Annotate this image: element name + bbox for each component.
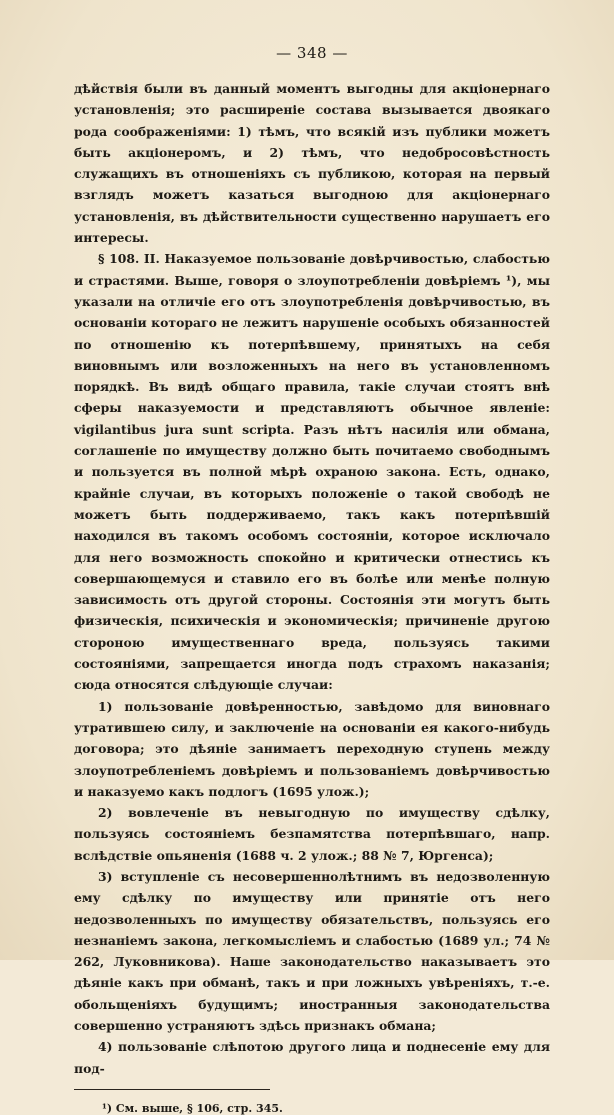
paragraph: § 108. II. Наказуемое пользованіе довѣрчивостью, слабостью и страстями. Выше, говоря о злоупотребленіи довѣріемъ ¹), мы указали на отличіе его отъ злоупотребленія довѣрчивостью, въ основаніи котораго не лежитъ нарушеніе особыхъ обязанностей по отношенію къ потерпѣвшему, принятыхъ на себя виновнымъ или возложенныхъ на него въ установленномъ порядкѣ. Въ видѣ общаго правила, такіе случаи стоятъ внѣ сферы наказуемости и представляютъ обычное явленіе: vigilantibus jura sunt scripta. Разъ нѣтъ насилія или обмана, соглашеніе по имуществу должно быть почитаемо свободнымъ и пользуется въ полной мѣрѣ охраною закона. Есть, однако, крайніе случаи, въ которыхъ положеніе о такой свободѣ не можетъ быть поддерживаемо, такъ какъ потерпѣвшій находился въ такомъ особомъ состояніи, которое исключало для него возможность спокойно и критически отнестись къ совершающемуся и ставило его въ болѣе или менѣе полную зависимость отъ другой стороны. Состоянія эти могутъ быть физическія, психическія и экономическія; причиненіе другою стороною имущественнаго вреда, пользуясь такими состояніями, запрещается иногда подъ страхомъ наказанія; сюда относятся слѣдующіе случаи: bbox=[74, 251, 550, 693]
footnote-text: ¹) См. выше, § 106, стр. 345. bbox=[102, 1101, 283, 1115]
paragraph: дѣйствія были въ данный моментъ выгодны для акціонернаго установленія; это расширеніе состава вызывается двоякаго рода соображеніями: 1) тѣмъ, что всякій изъ публики можетъ быть акціонеромъ, и 2) тѣмъ, что недобросовѣстность служащихъ въ отношеніяхъ съ публикою, которая на первый взглядъ можетъ казаться выгодною для акціонернаго установленія, въ дѣйствительности существенно нарушаетъ его интересы. bbox=[74, 81, 550, 246]
footnote-separator bbox=[74, 1089, 270, 1090]
paragraph: 1) пользованіе довѣренностью, завѣдомо для виновнаго утратившею силу, и заключеніе на основаніи ея какого-нибудь договора; это дѣяніе занимаетъ переходную ступень между злоупотребленіемъ довѣріемъ и пользованіемъ довѣрчивостью и наказуемо какъ подлогъ (1695 улож.); bbox=[74, 698, 550, 799]
paragraph: 2) вовлеченіе въ невыгодную по имуществу сдѣлку, пользуясь состояніемъ безпамятства потерпѣвшаго, напр. вслѣдствіе опьяненія (1688 ч. 2 улож.; 88 № 7, Юргенса); bbox=[74, 805, 550, 863]
body-text bbox=[74, 78, 550, 1079]
paragraph: 4) пользованіе слѣпотою другого лица и поднесеніе ему для под- bbox=[74, 1039, 550, 1076]
paragraph: 3) вступленіе съ несовершеннолѣтнимъ въ недозволенную ему сдѣлку по имуществу или принятіе отъ него недозволенныхъ по имуществу обязательствъ, пользуясь его незнаніемъ закона, легкомысліемъ и слабостью (1689 ул.; 74 № 262, Луковникова). Наше законодательство наказываетъ это дѣяніе какъ при обманѣ, такъ и при ложныхъ увѣреніяхъ, т.-е. обольщеніяхъ будущимъ; иностранныя законодательства совершенно устраняютъ здѣсь признакъ обмана; bbox=[74, 868, 550, 1034]
page-number: — 348 — bbox=[276, 44, 348, 62]
footnote bbox=[74, 1102, 550, 1115]
